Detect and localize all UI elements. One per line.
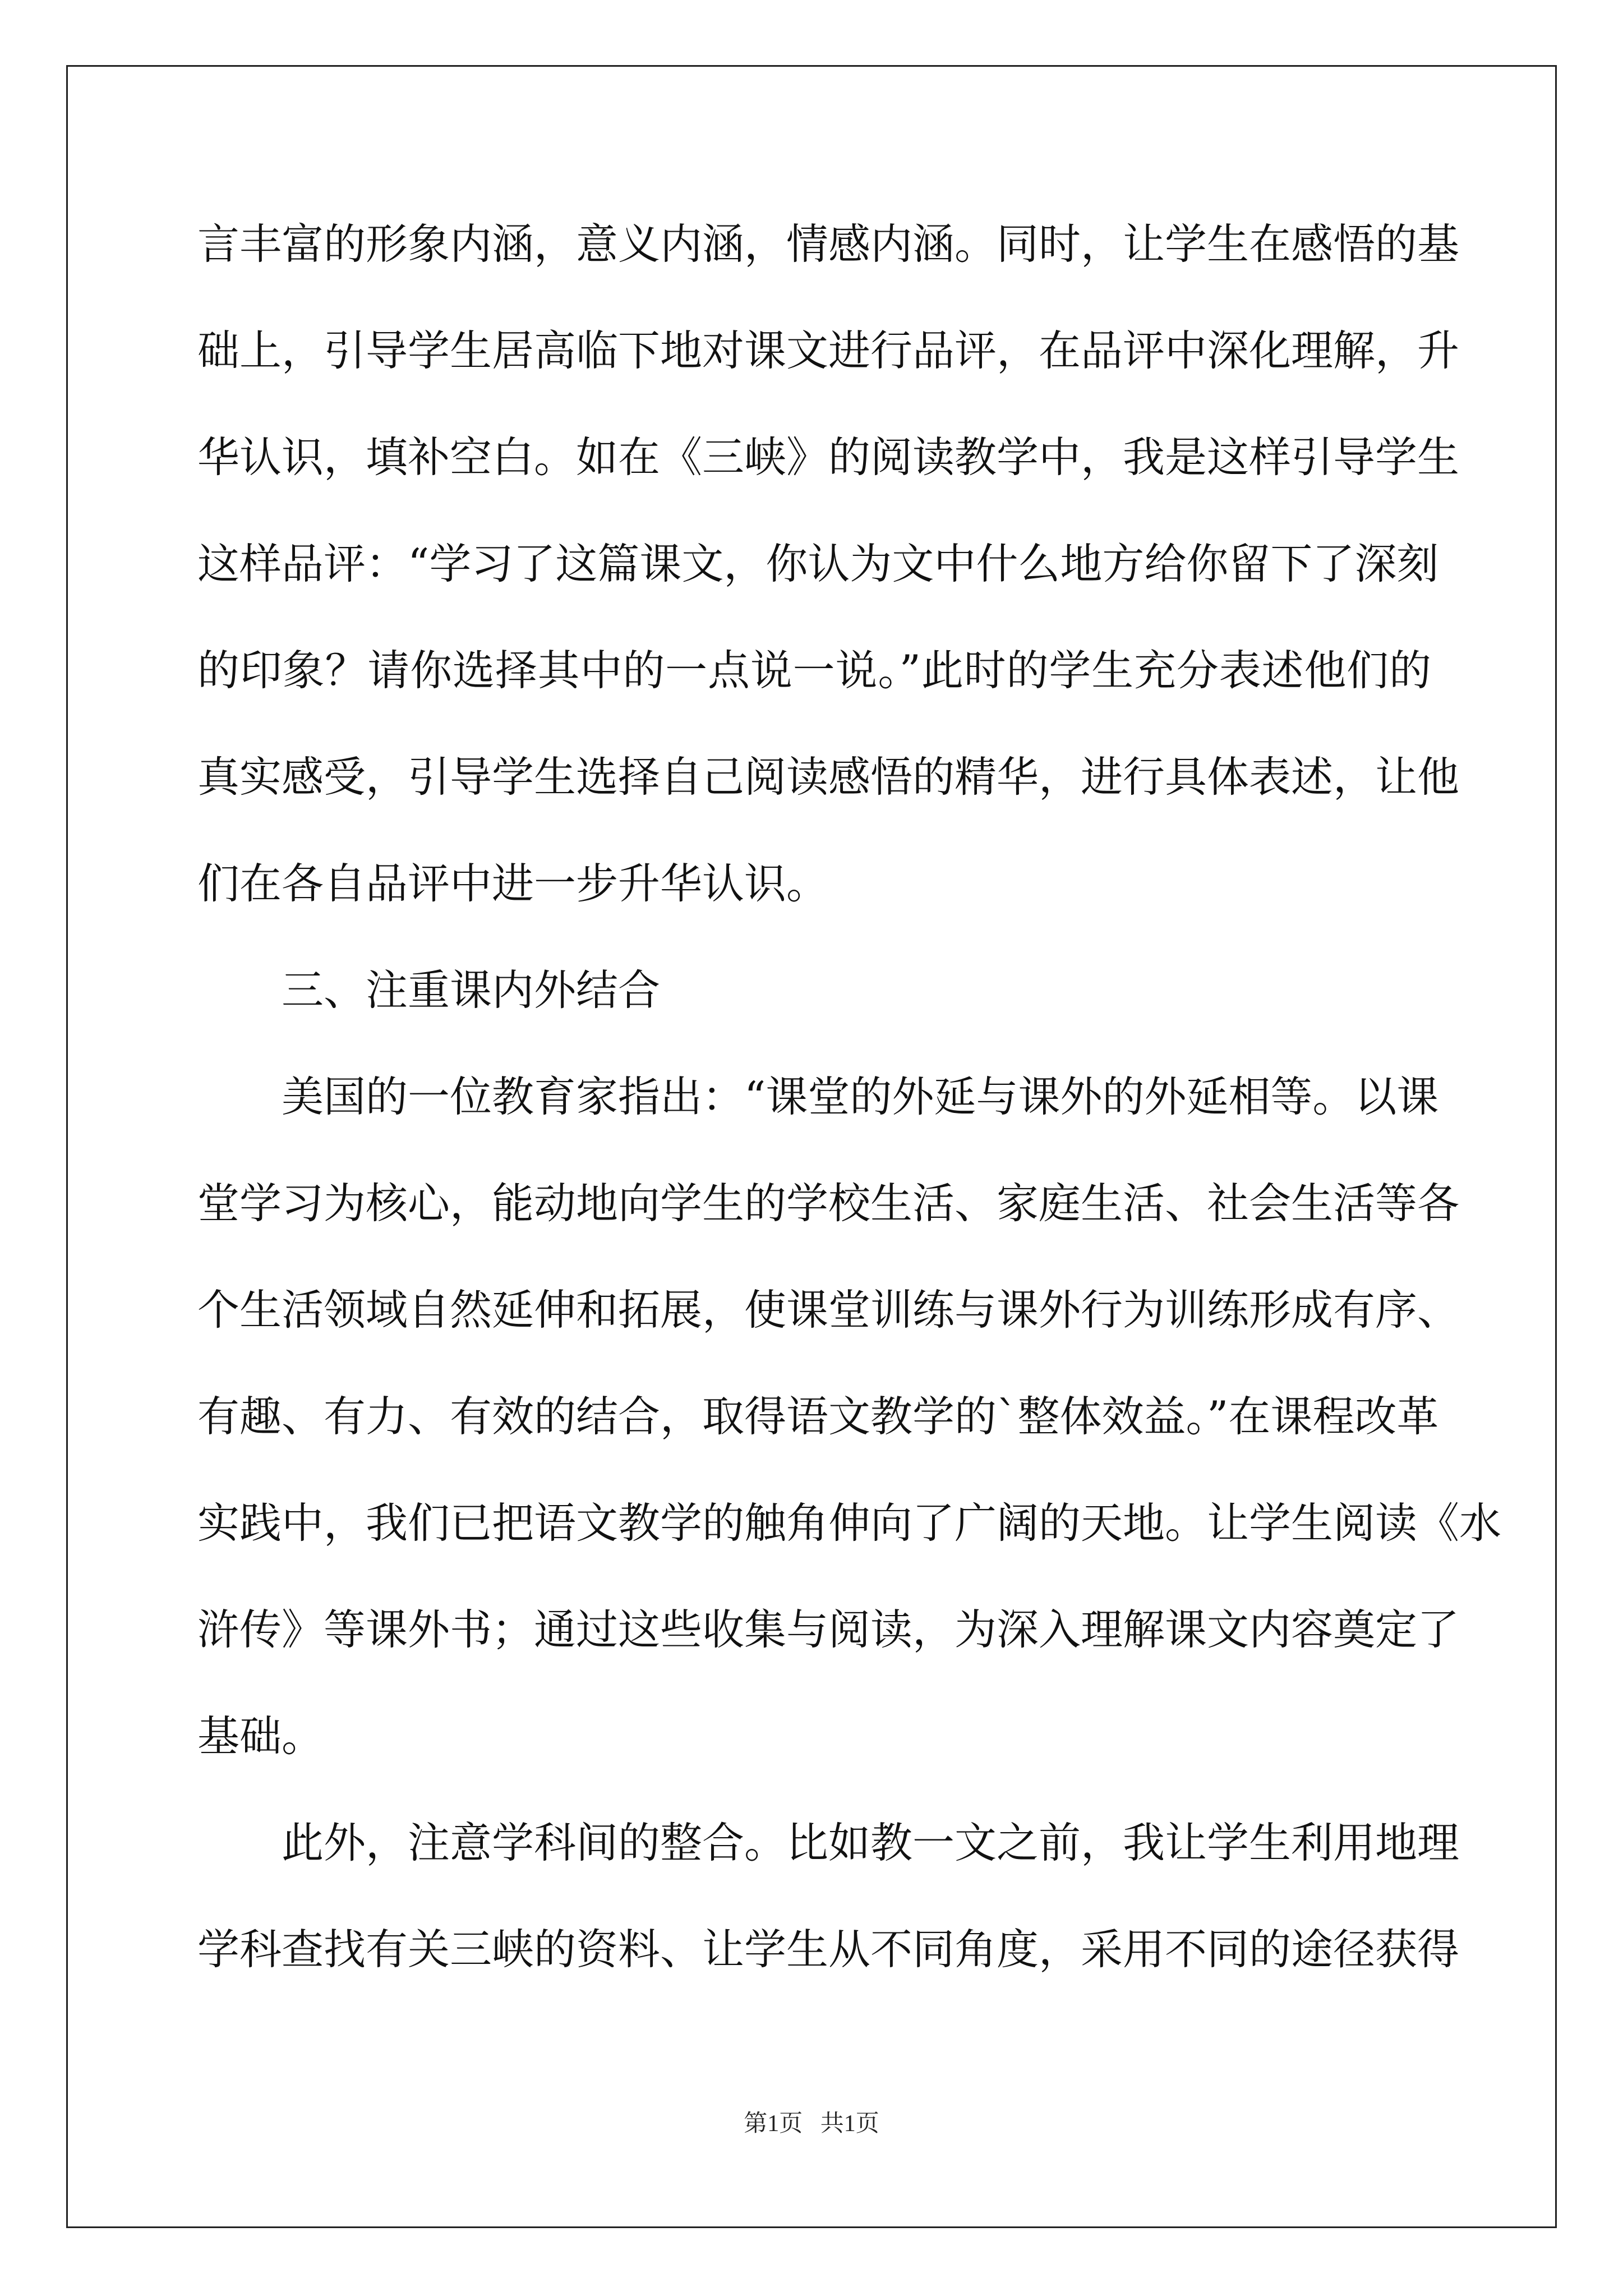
paragraph-line: 实践中，我们已把语文教学的触角伸向了广阔的天地。让学生阅读《水 xyxy=(197,1498,1502,1548)
paragraph-line: 们在各自品评中进一步升华认识。 xyxy=(197,859,829,908)
paragraph-line: 浒传》等课外书；通过这些收集与阅读，为深入理解课文内容奠定了 xyxy=(197,1605,1460,1654)
paragraph-line: 学科查找有关三峡的资料、让学生从不同角度，采用不同的途径获得 xyxy=(197,1925,1460,1974)
section-heading: 三、注重课内外结合 xyxy=(282,965,661,1015)
paragraph-line: 的印象？请你选择其中的一点说一说。”此时的学生充分表述他们的 xyxy=(197,646,1431,695)
paragraph-line: 这样品评：“学习了这篇课文，你认为文中什么地方给你留下了深刻 xyxy=(197,539,1439,588)
paragraph-line: 华认识，填补空白。如在《三峡》的阅读教学中，我是这样引导学生 xyxy=(197,432,1460,482)
document-body xyxy=(197,210,1502,2022)
paragraph-line: 言丰富的形象内涵，意义内涵，情感内涵。同时，让学生在感悟的基 xyxy=(197,219,1460,269)
paragraph-line: 有趣、有力、有效的结合，取得语文教学的`整体效益。”在课程改革 xyxy=(197,1392,1439,1441)
paragraph-line: 真实感受，引导学生选择自己阅读感悟的精华，进行具体表述，让他 xyxy=(197,752,1460,802)
paragraph-line: 础上，引导学生居高临下地对课文进行品评，在品评中深化理解，升 xyxy=(197,326,1460,375)
paragraph-line: 个生活领域自然延伸和拓展，使课堂训练与课外行为训练形成有序、 xyxy=(197,1285,1460,1335)
paragraph-line: 堂学习为核心，能动地向学生的学校生活、家庭生活、社会生活等各 xyxy=(197,1179,1460,1228)
page-footer: 第1页 共1页 xyxy=(744,2111,879,2137)
paragraph-line: 基础。 xyxy=(197,1711,324,1761)
paragraph-line: 此外，注意学科间的整合。比如教一文之前，我让学生利用地理 xyxy=(282,1818,1460,1867)
paragraph-line: 美国的一位教育家指出：“课堂的外延与课外的外延相等。以课 xyxy=(282,1072,1439,1121)
